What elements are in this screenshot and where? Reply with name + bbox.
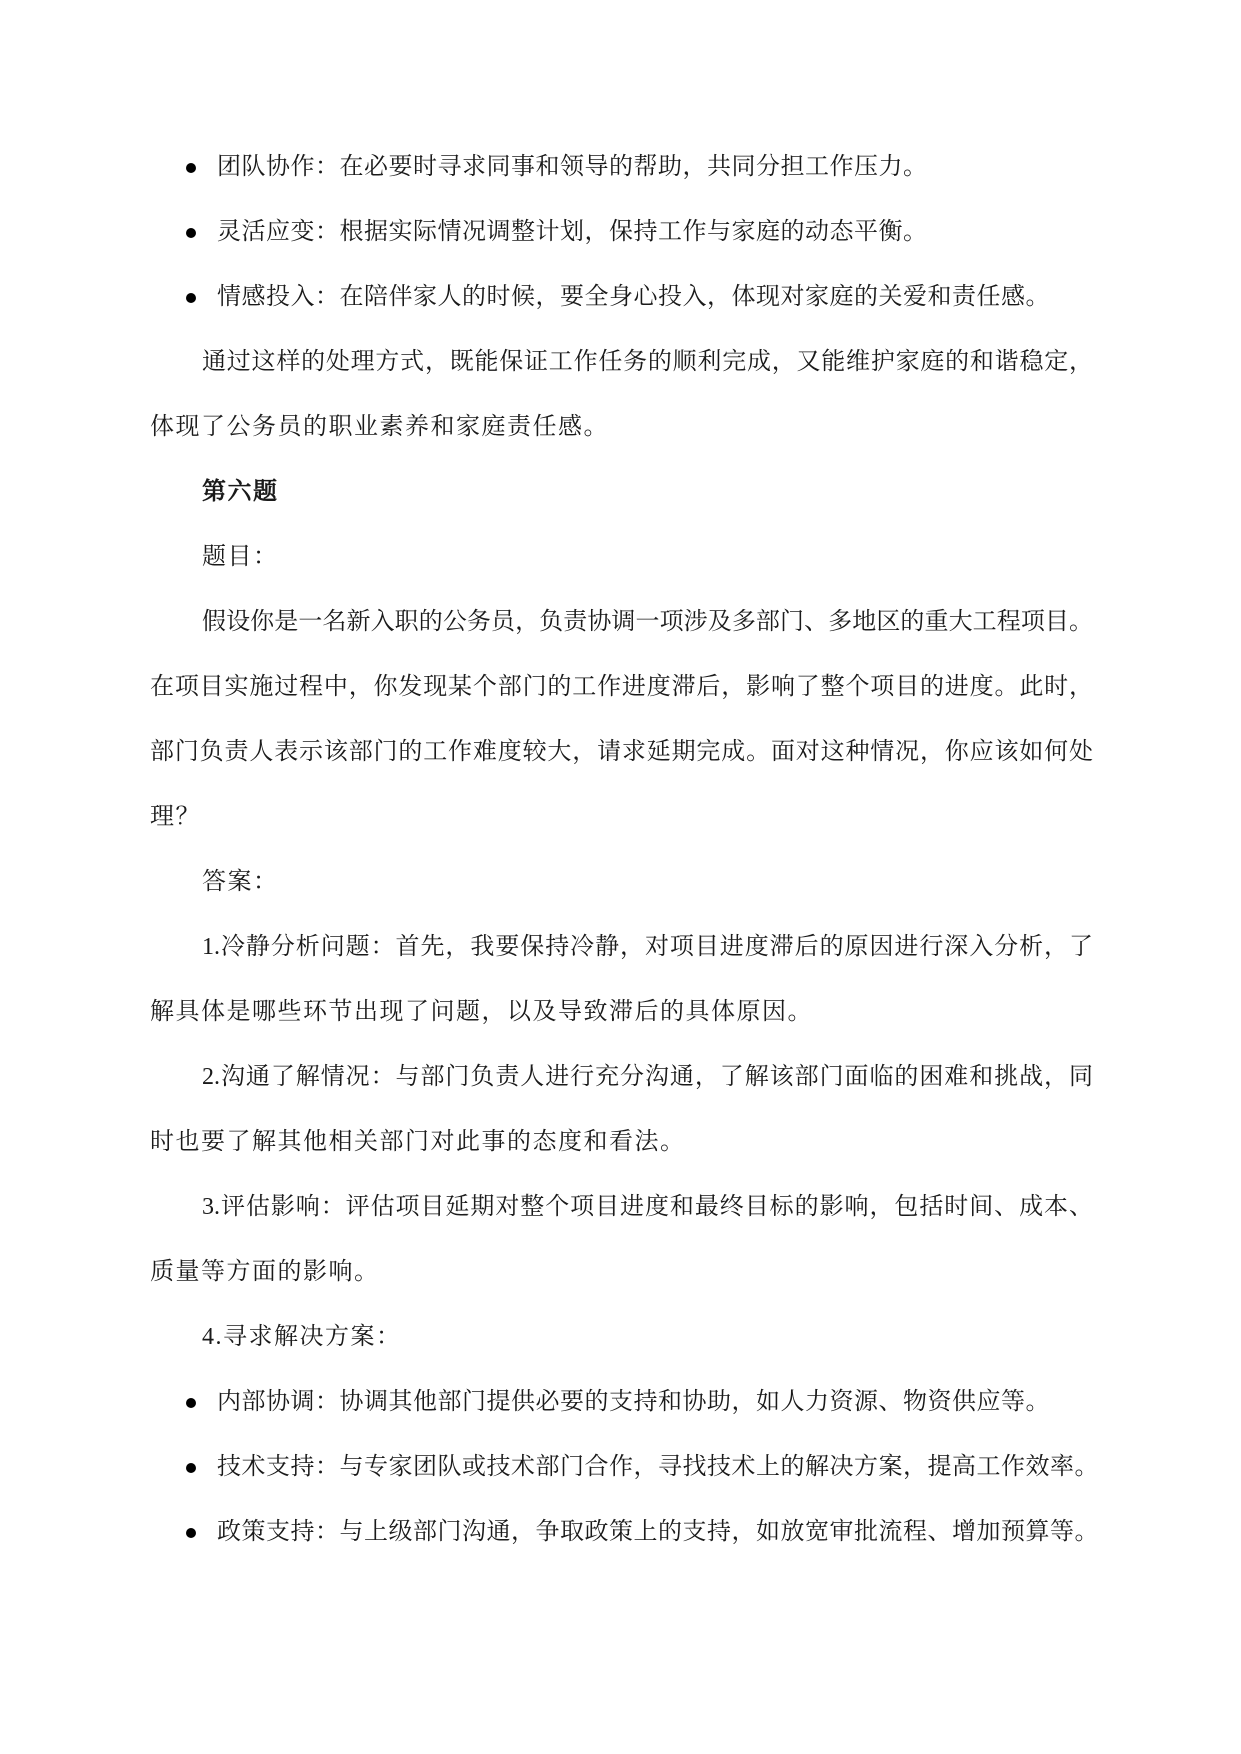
line-text: 灵活应变：根据实际情况调整计划，保持工作与家庭的动态平衡。: [217, 219, 928, 245]
line-text: 解具体是哪些环节出现了问题，以及导致滞后的具体原因。: [150, 999, 813, 1025]
line-text: 政策支持：与上级部门沟通，争取政策上的支持，如放宽审批流程、增加预算等。: [217, 1519, 1099, 1545]
line-text: 2.沟通了解情况：与部门负责人进行充分沟通，了解该部门面临的困难和挑战，同: [202, 1064, 1093, 1090]
paragraph-line: [150, 1175, 1093, 1240]
line-text: 内部协调：协调其他部门提供必要的支持和协助，如人力资源、物资供应等。: [217, 1389, 1050, 1415]
bullet-list-item: [150, 1500, 1099, 1565]
line-text: 时也要了解其他相关部门对此事的态度和看法。: [150, 1129, 686, 1155]
line-text: 技术支持：与专家团队或技术部门合作，寻找技术上的解决方案，提高工作效率。: [217, 1454, 1099, 1480]
section-heading: [150, 460, 1093, 525]
line-text: 第六题: [202, 479, 279, 505]
paragraph-line: [150, 525, 1093, 590]
line-text: 通过这样的处理方式，既能保证工作任务的顺利完成，又能维护家庭的和谐稳定，: [202, 349, 1093, 375]
line-text: 情感投入：在陪伴家人的时候，要全身心投入，体现对家庭的关爱和责任感。: [217, 284, 1050, 310]
bullet-icon: [186, 293, 196, 303]
bullet-icon: [186, 163, 196, 173]
line-text: 理？: [150, 804, 201, 830]
paragraph-line: [150, 395, 1093, 460]
line-text: 1.冷静分析问题：首先，我要保持冷静，对项目进度滞后的原因进行深入分析，了: [202, 934, 1093, 960]
paragraph-line: [150, 330, 1093, 395]
line-text: 团队协作：在必要时寻求同事和领导的帮助，共同分担工作压力。: [217, 154, 928, 180]
bullet-icon: [186, 228, 196, 238]
line-text: 在项目实施过程中，你发现某个部门的工作进度滞后，影响了整个项目的进度。此时，: [150, 674, 1093, 700]
paragraph-line: [150, 980, 1093, 1045]
bullet-icon: [186, 1463, 196, 1473]
line-text: 题目：: [202, 544, 279, 570]
bullet-list-item: [150, 1370, 1093, 1435]
paragraph-line: [150, 590, 1093, 655]
paragraph-line: [150, 720, 1093, 785]
bullet-list-item: [150, 265, 1093, 330]
bullet-icon: [186, 1398, 196, 1408]
paragraph-line: [150, 1305, 1093, 1370]
bullet-list-item: [150, 135, 1093, 200]
line-text: 3.评估影响：评估项目延期对整个项目进度和最终目标的影响，包括时间、成本、: [202, 1194, 1093, 1220]
line-text: 假设你是一名新入职的公务员，负责协调一项涉及多部门、多地区的重大工程项目。: [202, 609, 1093, 635]
paragraph-line: [150, 1240, 1093, 1305]
bullet-icon: [186, 1528, 196, 1538]
line-text: 质量等方面的影响。: [150, 1259, 380, 1285]
line-text: 答案：: [202, 869, 279, 895]
paragraph-line: [150, 915, 1093, 980]
paragraph-line: [150, 1045, 1093, 1110]
bullet-list-item: [150, 200, 1093, 265]
line-text: 部门负责人表示该部门的工作难度较大，请求延期完成。面对这种情况，你应该如何处: [150, 739, 1093, 765]
paragraph-line: [150, 850, 1093, 915]
paragraph-line: [150, 655, 1093, 720]
line-text: 4.寻求解决方案：: [202, 1324, 402, 1350]
document-body: [150, 135, 1099, 1565]
paragraph-line: [150, 785, 1093, 850]
paragraph-line: [150, 1110, 1093, 1175]
bullet-list-item: [150, 1435, 1099, 1500]
line-text: 体现了公务员的职业素养和家庭责任感。: [150, 414, 609, 440]
